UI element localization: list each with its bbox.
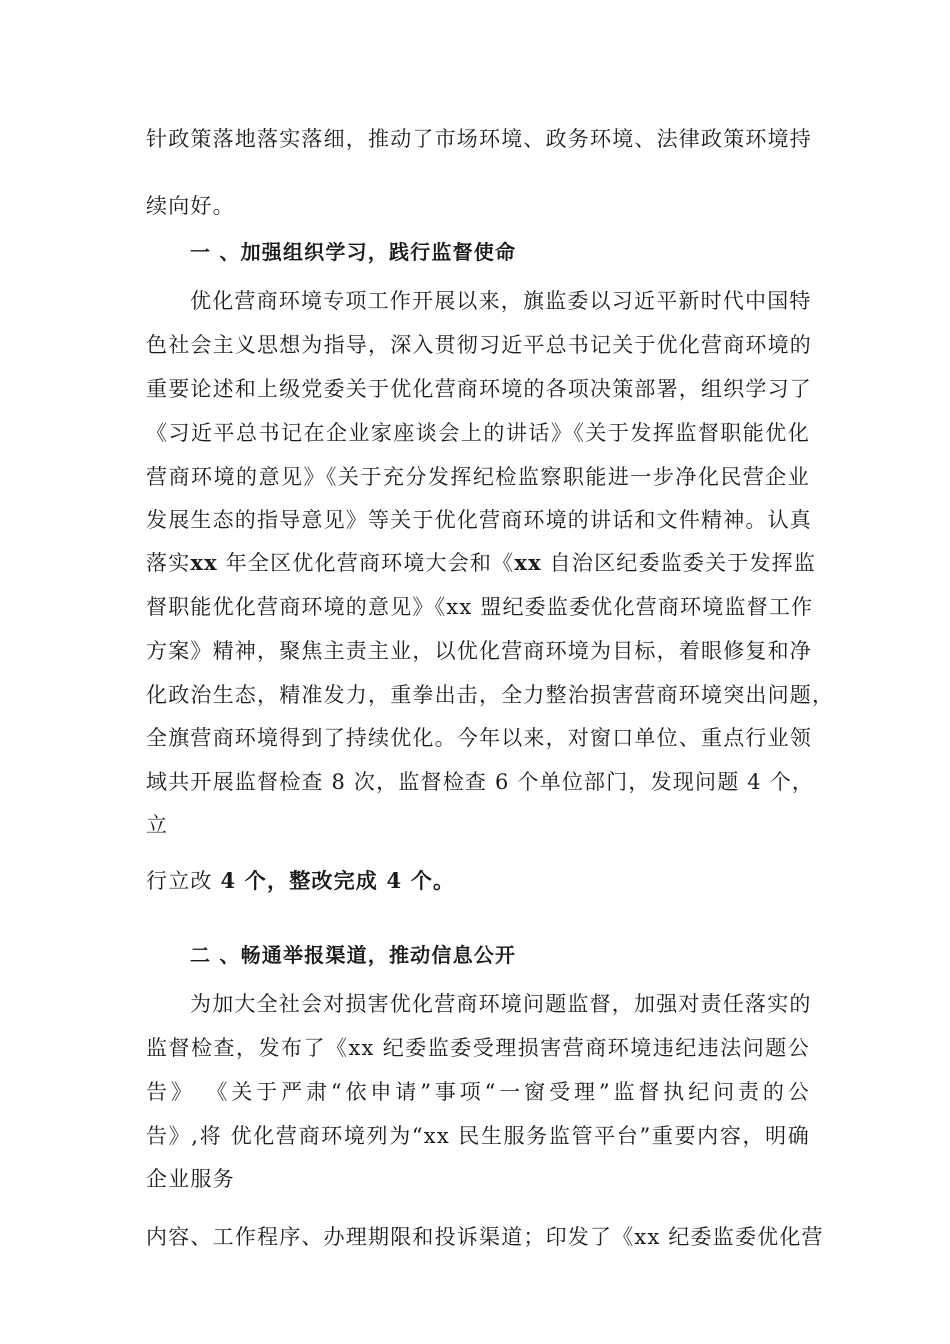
text-line: 全旗营商环境得到了持续优化。今年以来，对窗口单位、重点行业领 bbox=[146, 726, 812, 750]
text-line: 内容、工作程序、办理期限和投诉渠道；印发了《xx 纪委监委优化营 bbox=[146, 1225, 824, 1249]
text-line: 优化营商环境专项工作开展以来，旗监委以习近平新时代中国特 bbox=[190, 289, 812, 313]
text-line: 《习近平总书记在企业家座谈会上的讲话》《关于发挥监督职能优化 bbox=[146, 421, 810, 445]
text-line: 方案》精神，聚焦主责主业，以优化营商环境为目标，着眼修复和净 bbox=[146, 639, 812, 663]
section-heading-1: 一 、加强组织学习，践行监督使命 bbox=[190, 240, 517, 264]
text-line: 立 bbox=[146, 813, 169, 837]
section-heading-2: 二 、畅通举报渠道，推动信息公开 bbox=[190, 943, 517, 967]
text-line: 续向好。 bbox=[146, 194, 235, 218]
bold-segment: 4 个，整改完成 4 个。 bbox=[220, 868, 456, 893]
text-segment: 行立改 bbox=[146, 869, 221, 893]
text-line: 重要论述和上级党委关于优化营商环境的各项决策部署，组织学习了 bbox=[146, 377, 812, 401]
bold-segment: xx bbox=[190, 550, 218, 575]
text-line: 告》 《关于严肃“依申请”事项“一窗受理”监督执纪问责的公 bbox=[146, 1080, 810, 1104]
text-line: 发展生态的指导意见》等关于优化营商环境的讲话和文件精神。认真 bbox=[146, 508, 812, 532]
text-line bbox=[146, 866, 810, 896]
text-line: 域共开展监督检查 8 次，监督检查 6 个单位部门，发现问题 4 个， bbox=[146, 770, 815, 794]
text-line: 化政治生态，精准发力，重拳出击，全力整治损害营商环境突出问题， bbox=[146, 683, 835, 707]
text-line: 为加大全社会对损害优化营商环境问题监督，加强对责任落实的 bbox=[190, 992, 812, 1016]
text-line: 企业服务 bbox=[146, 1167, 235, 1191]
text-segment: 自治区纪委监委关于发挥监 bbox=[541, 551, 817, 575]
text-line bbox=[146, 548, 817, 578]
text-line: 针政策落地落实落细，推动了市场环境、政务环境、法律政策环境持 bbox=[146, 127, 812, 151]
bold-segment: xx bbox=[514, 550, 542, 575]
text-line: 督职能优化营商环境的意见》《xx 盟纪委监委优化营商环境监督工作 bbox=[146, 595, 814, 619]
text-line: 监督检查，发布了《xx 纪委监委受理损害营商环境违纪违法问题公 bbox=[146, 1036, 810, 1060]
text-line: 色社会主义思想为指导，深入贯彻习近平总书记关于优化营商环境的 bbox=[146, 333, 812, 357]
text-segment: 年全区优化营商环境大会和《 bbox=[217, 551, 515, 575]
text-line: 营商环境的意见》《关于充分发挥纪检监察职能进一步净化民营企业 bbox=[146, 465, 810, 489]
text-segment: 落实 bbox=[146, 551, 191, 575]
text-line: 告》,将 优化营商环境列为“xx 民生服务监管平台”重要内容，明确 bbox=[146, 1124, 810, 1148]
